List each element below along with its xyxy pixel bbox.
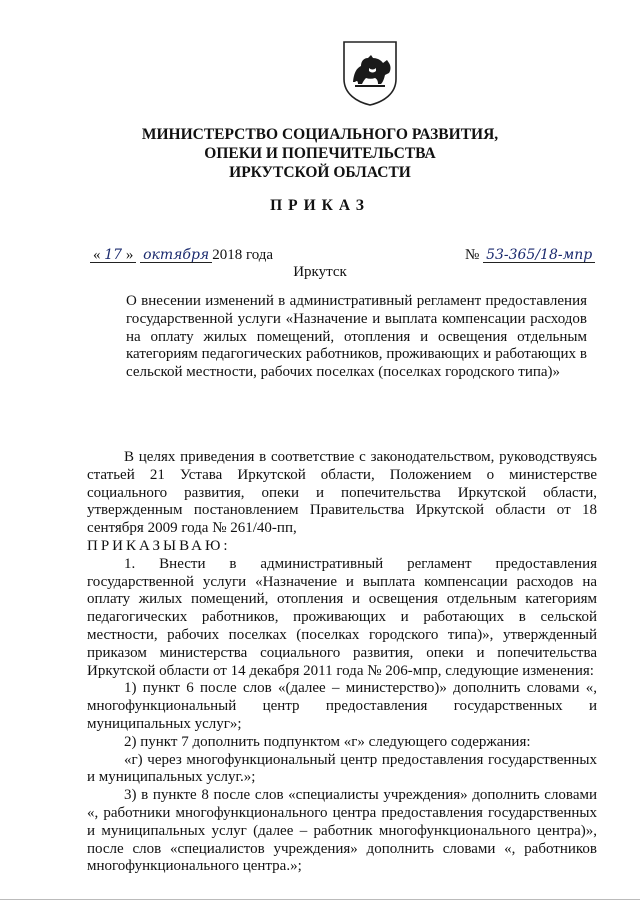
preamble: В целях приведения в соответствие с законодательством, руководствуясь статьей 21 Устава Иркутской области, Положением о министерстве социального развития, опеки и попечительства Иркутской области, утвержденным постановлением Правительства Иркутской области от 18 сентября 2009 года № 261/40-пп,	[87, 449, 597, 537]
city: Иркутск	[293, 264, 347, 280]
paragraph-1-3: 3) в пункте 8 после слов «специалисты учреждения» дополнить словами «, работники многофункционального центра предоставления государственных и муниципальных услуг (далее – работник многофункционального центра)», после слов «специалистов учреждения» дополнить словами «, работников многофункционального центра.»;	[87, 787, 597, 875]
number-label: №	[465, 247, 480, 263]
order-body	[87, 449, 597, 876]
order-number	[465, 247, 595, 264]
order-title: ПРИКАЗ	[270, 197, 370, 214]
paragraph-1-2: 2) пункт 7 дополнить подпунктом «г» следующего содержания:	[124, 733, 531, 750]
order-word: ПРИКАЗЫВАЮ:	[87, 537, 231, 554]
number-value: 53-365/18-мпр	[486, 247, 593, 263]
paragraph-1-2-g: «г) через многофункциональный центр предоставления государственных и муниципальных услуг.»;	[87, 751, 597, 786]
ministry-header	[0, 125, 640, 182]
date-day: 17	[104, 247, 123, 263]
paragraph-1: 1. Внести в административный регламент предоставления государственной услуги «Назначение и выплата компенсации расходов на оплату жилых помещений, отопления и освещения отдельным категориям педагогических работников, проживающих и работающих в сельской местности, рабочих поселках (поселках городского типа)», утвержденный приказом министерства социального развития, опеки и попечительства Иркутской области от 14 декабря 2011 года № 206-мпр, следующие изменения:	[87, 555, 597, 679]
date-year: 2018 года	[212, 247, 274, 263]
page-edge	[0, 899, 640, 900]
date-month: октября	[143, 247, 210, 263]
header-line-3: ИРКУТСКОЙ ОБЛАСТИ	[229, 164, 411, 181]
order-subject: О внесении изменений в административный регламент предоставления государственной услуги «Назначение и выплата компенсации расходов на оплату жилых помещений, отопления и освещения отдельным категориям педагогических работников, проживающих и работающих в сельской местности, рабочих поселках (поселках городского типа)»	[126, 293, 587, 381]
date-day-field	[90, 248, 136, 263]
date-close-quote: »	[125, 247, 134, 263]
order-date	[90, 247, 273, 264]
date-month-field	[140, 248, 212, 263]
header-line-2: ОПЕКИ И ПОПЕЧИТЕЛЬСТВА	[204, 145, 436, 162]
date-open-quote: «	[93, 247, 101, 263]
coat-of-arms-icon	[341, 39, 399, 107]
number-field	[483, 248, 595, 263]
header-line-1: МИНИСТЕРСТВО СОЦИАЛЬНОГО РАЗВИТИЯ,	[141, 126, 499, 143]
paragraph-1-1: 1) пункт 6 после слов «(далее – министерство)» дополнить словами «, многофункциональный центр предоставления государственных и муниципальных услуг»;	[87, 680, 597, 732]
